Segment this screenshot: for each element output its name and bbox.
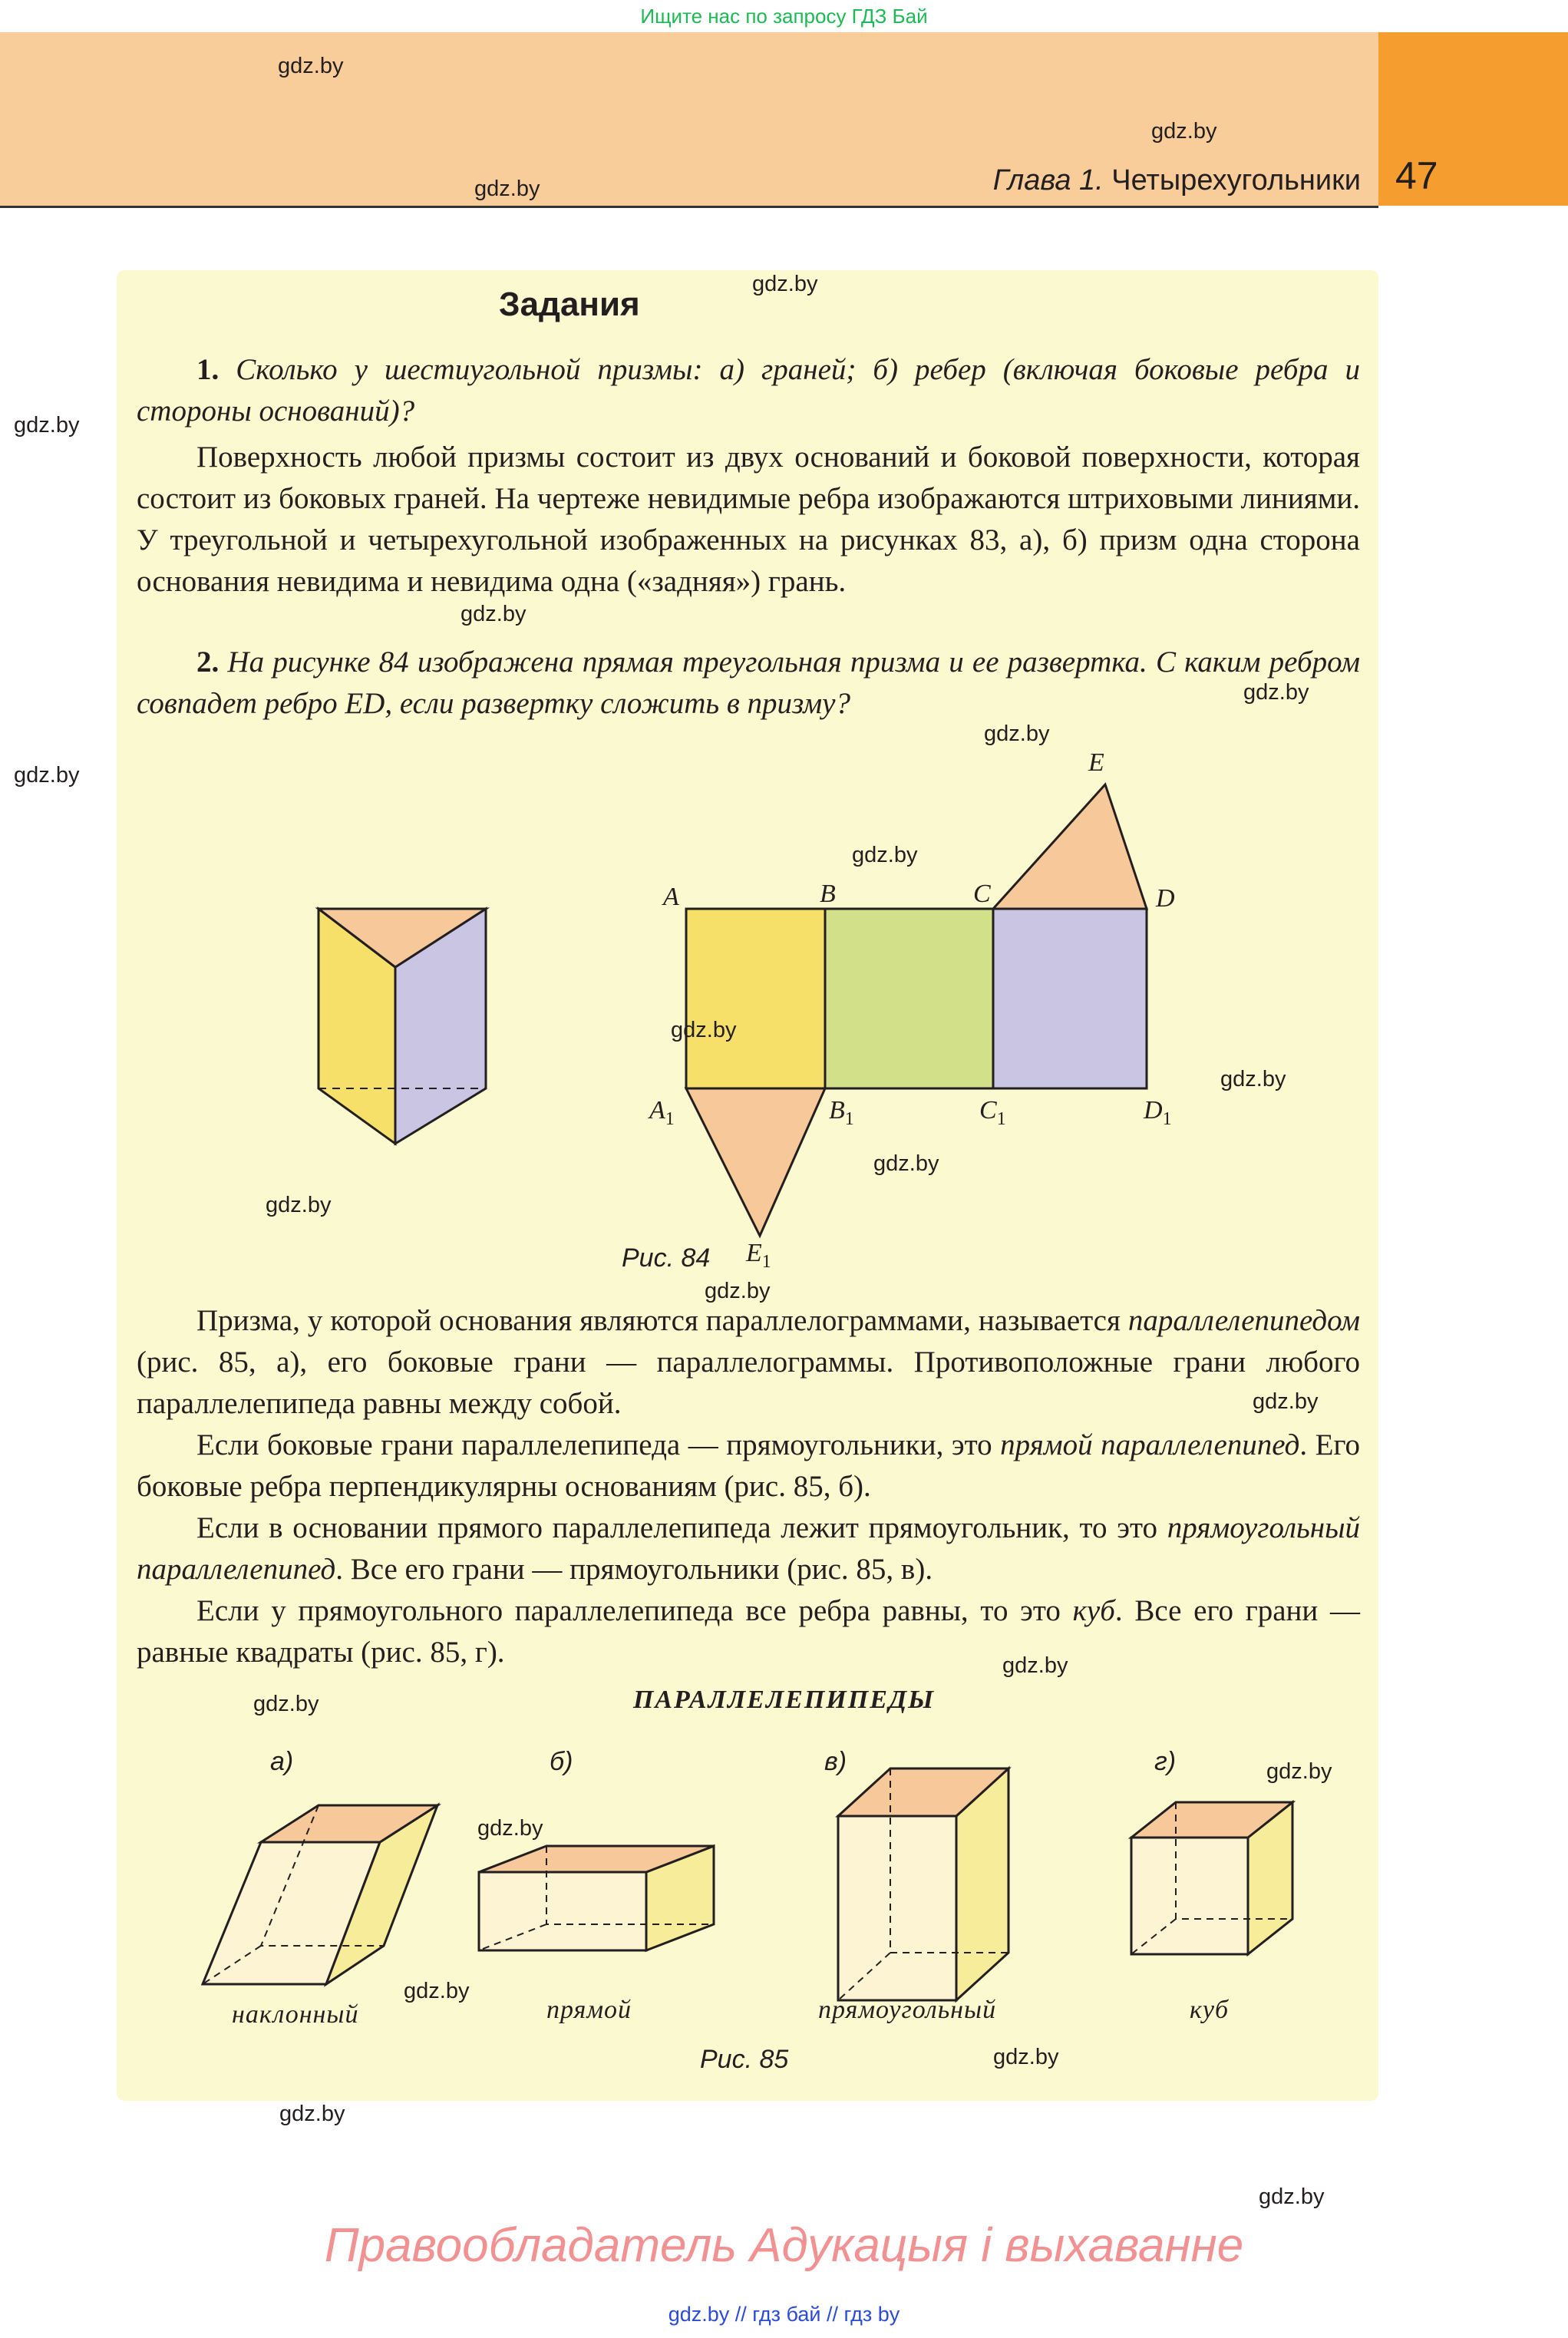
net-top-triangle [993,784,1147,909]
paragraph-surface [137,437,1360,603]
fig85-letter-a: а) [270,1747,294,1776]
watermark: gdz.by [1151,119,1217,144]
fig85-letter-v: в) [824,1747,847,1776]
triangular-prism-figure [303,890,503,1151]
task-1-question: Сколько у шестиугольной призмы: а) граней; б) ребер (включая боковые ребра и стороны оснований)? [137,353,1360,428]
right-parallelepiped-figure [471,1838,725,1961]
paragraph-parallelepiped: Призма, у которой основания являются параллелограммами, называется параллелепипедом (рис. 85, а), его боковые грани — параллелограммы. Противоположные грани любого параллелепипеда равны между собой. Если боковые грани параллелепипеда — прямоугольники, это прямой параллелепипед. Его боковые ребра перпендикулярны основаниям (рис. 85, б). Если в основании прямого параллелепипеда лежит прямоугольник, то это прямоугольный параллелепипед. Все его грани — прямоугольники (рис. 85, в). Если у прямоугольного параллелепипеда все ребра равны, то это куб. Все его грани — равные квадраты (рис. 85, г). [137,1304,1360,1669]
term-rectangular-parallelepiped: прямоугольный параллелепипед [137,1511,1360,1586]
watermark: gdz.by [873,1151,939,1176]
term-right-parallelepiped: прямой параллелепипед [1000,1428,1300,1461]
watermark: gdz.by [14,763,80,788]
rect-front-face [838,1816,956,2000]
page-number: 47 [1395,154,1438,197]
watermark: gdz.by [671,1018,737,1042]
watermark: gdz.by [460,602,527,626]
watermark: gdz.by [474,177,540,201]
watermark: gdz.by [1266,1759,1332,1784]
watermark: gdz.by [1259,2184,1325,2209]
task-2-question: На рисунке 84 изображена прямая треугольная призма и ее развертка. С каким ребром совпадет ребро ED, если развертку сложить в призму? [137,646,1360,720]
task-1-number: 1. [196,353,220,386]
watermark: gdz.by [253,1692,319,1716]
watermark: gdz.by [1002,1653,1068,1678]
watermark: gdz.by [1243,680,1309,705]
watermark: gdz.by [984,722,1050,746]
watermark: gdz.by [279,2102,345,2126]
fig85-letter-g: г) [1154,1747,1177,1776]
fig85-name-right: прямой [546,1996,632,2024]
net-face-bc [825,909,993,1088]
label-c: C [973,880,991,908]
net-bottom-triangle [686,1088,825,1236]
watermark: gdz.by [705,1279,771,1303]
watermark: gdz.by [477,1816,543,1841]
watermark: gdz.by [1253,1389,1319,1414]
label-c1: $C_1$ [979,1096,1006,1129]
right-front-face [479,1872,646,1950]
bottom-links[interactable]: gdz.by // гдз бай // гдз by [668,2303,900,2326]
paragraph-surface-text: Поверхность любой призмы состоит из двух оснований и боковой поверхности, которая состоит из боковых граней. На чертеже невидимые ребра изображаются штриховыми линиями. У треугольной и четырехугольной изображенных на рисунках 83, а), б) призм одна сторона основания невидима и невидима одна («задняя») грань. [137,441,1360,598]
fig85-name-oblique: наклонный [232,2000,359,2029]
watermark: gdz.by [752,272,818,296]
label-d: D [1156,884,1175,913]
figure-85-title: ПАРАЛЛЕЛЕПИПЕДЫ [632,1686,936,1714]
figure-85-caption: Рис. 85 [700,2045,789,2074]
label-b1: $B_1$ [829,1096,854,1129]
net-face-cd [993,909,1147,1088]
task-2-number: 2. [196,646,220,679]
label-e1: $E_1$ [746,1239,771,1272]
term-parallelepiped: параллелепипедом [1127,1304,1360,1337]
fig85-name-rectangular: прямоугольный [818,1996,997,2024]
fig85-letter-b: б) [550,1747,573,1776]
top-banner[interactable]: Ищите нас по запросу ГДЗ Бай [640,5,928,28]
fig85-name-cube: куб [1190,1996,1230,2024]
task-2 [137,642,1360,725]
figure-84-caption: Рис. 84 [622,1243,711,1273]
label-a: A [663,883,679,911]
section-heading: Задания [499,286,640,323]
chapter-prefix: Глава 1. [992,164,1104,196]
term-cube: куб [1072,1594,1115,1627]
cube-front-face [1131,1838,1248,1954]
chapter-title [993,164,1361,197]
label-a1: $A_1$ [649,1096,675,1129]
net-face-ab [686,909,825,1088]
copyright-footer: Правообладатель Адукацыя і выхаванне [324,2219,1244,2272]
task-1 [137,349,1360,432]
watermark: gdz.by [14,413,80,438]
watermark: gdz.by [1220,1067,1286,1091]
watermark: gdz.by [266,1193,332,1217]
watermark: gdz.by [404,1979,470,2003]
chapter-name: Четырехугольники [1111,164,1361,196]
label-d1: $D_1$ [1144,1096,1172,1129]
watermark: gdz.by [852,843,918,867]
header-divider [0,206,1378,208]
oblique-parallelepiped-figure [192,1796,453,1996]
watermark: gdz.by [278,54,344,78]
label-e: E [1088,748,1104,777]
rectangular-parallelepiped-figure [830,1758,1030,2011]
label-b: B [820,880,836,908]
prism-net-figure [675,768,1243,1243]
cube-figure [1122,1796,1306,1973]
watermark: gdz.by [993,2045,1059,2069]
